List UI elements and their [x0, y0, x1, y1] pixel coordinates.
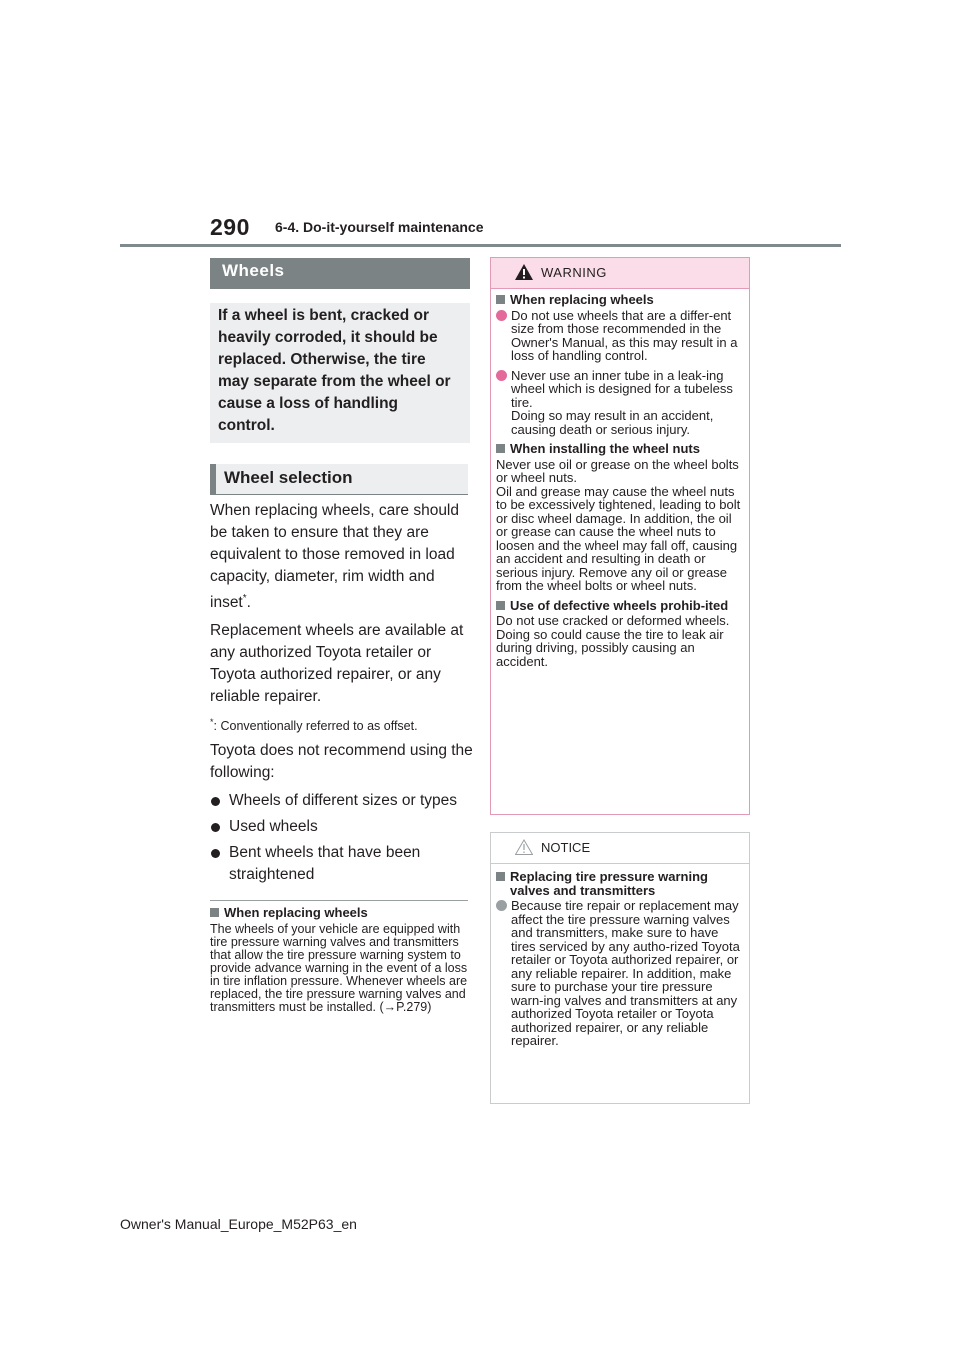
warning-item: Do not use wheels that are a differ-ent size from those recommended in the Owner's Manual, as this may result in a loss of handling control.	[496, 309, 741, 363]
bullet-dot-icon	[211, 797, 220, 806]
bullet-dot-icon	[496, 310, 507, 321]
notice-label: NOTICE	[541, 840, 591, 855]
square-bullet-icon	[496, 872, 505, 881]
wheels-heading-text: Wheels	[222, 261, 285, 280]
list-item: Used wheels	[210, 816, 475, 838]
warning-body	[491, 289, 749, 668]
page-reference-link[interactable]: P.279)	[396, 1000, 432, 1014]
wheel-selection-heading-text: Wheel selection	[224, 468, 353, 487]
bullet-dot-icon	[211, 823, 220, 832]
square-bullet-icon	[210, 908, 219, 917]
paragraph-not-recommended: Toyota does not recommend using the following:	[210, 742, 473, 782]
page-number: 290	[210, 214, 250, 240]
square-bullet-icon	[496, 444, 505, 453]
warning-text: Do not use cracked or deformed wheels. Doing so could cause the tire to leak air during driving, possibly causing an accident.	[496, 613, 730, 669]
paragraph-equivalence: When replacing wheels, care should be taken to ensure that they are equivalent to those removed in load capacity, diameter, rim width and inset*.	[210, 502, 459, 612]
paragraph-availability: Replacement wheels are available at any authorized Toyota retailer or Toyota authorized repairer, or any reliable repairer.	[210, 622, 464, 706]
warning-subheading: When replacing wheels	[496, 293, 741, 307]
section-title: 6-4. Do-it-yourself maintenance	[275, 219, 484, 235]
square-bullet-icon	[496, 601, 505, 610]
notice-item: Because tire repair or replacement may affect the tire pressure warning valves and transmitters, make sure to have tires serviced by any autho-rized Toyota retailer or Toyota authorized repairer, or any reliable repairer. In addition, make sure to purchase your tire pressure warn-ing valves and transmitters at any authorized Toyota retailer or Toyota authorized repairer, or any reliable repairer.	[496, 899, 741, 1048]
list-item: Wheels of different sizes or types	[210, 790, 475, 812]
wheel-selection-heading	[210, 464, 468, 495]
warning-item: Never use an inner tube in a leak-ing wheel which is designed for a tubeless tire. Doing so may result in an accident, causing death or serious injury.	[496, 369, 741, 437]
notice-body	[491, 864, 749, 1048]
note-heading: When replacing wheels	[210, 906, 470, 919]
notice-box	[490, 832, 750, 1104]
bullet-dot-icon	[211, 849, 220, 858]
wheels-heading	[210, 258, 470, 289]
warning-box	[490, 257, 750, 815]
note-divider	[210, 900, 468, 901]
intro-text: If a wheel is bent, cracked or heavily corroded, it should be replaced. Otherwise, the tire may separate from the wheel or cause a loss of handling control.	[218, 307, 451, 434]
square-bullet-icon	[496, 295, 505, 304]
footer-manual-id: Owner's Manual_Europe_M52P63_en	[120, 1216, 357, 1232]
footnote-marker: *	[242, 593, 247, 604]
list-item: Bent wheels that have been straightened	[210, 842, 475, 886]
warning-header	[491, 258, 749, 289]
warning-text: Never use oil or grease on the wheel bolts or wheel nuts. Oil and grease may cause the wheel nuts to be excessively tightened, leading to bolt or disc wheel damage. In addition, the oil or grease can cause the wheel nuts to loosen and the wheel may fall off, causing an accident and resulting in death or serious injury. Remove any oil or grease from the wheel bolts or wheel nuts.	[496, 456, 741, 593]
warning-subheading: Use of defective wheels prohib-ited	[496, 599, 741, 613]
not-recommended-list	[210, 790, 475, 886]
bullet-dot-icon	[496, 900, 507, 911]
replacing-wheels-note	[210, 906, 470, 1014]
wheel-selection-body	[210, 500, 475, 890]
warning-triangle-icon	[515, 264, 533, 280]
warning-label: WARNING	[541, 265, 607, 280]
footnote: *: Conventionally referred to as offset.	[210, 717, 418, 734]
warning-subheading: When installing the wheel nuts	[496, 442, 741, 456]
intro-box	[210, 303, 470, 443]
header-divider	[120, 244, 841, 247]
caution-triangle-icon	[515, 839, 533, 855]
note-text: The wheels of your vehicle are equipped with tire pressure warning valves and transmitters that allow the tire pressure warning system to provide advance warning in the event of a loss in tire inflation pressure. Whenever wheels are replaced, the tire pressure warning valves and transmitters must be installed. (→P.279)	[210, 922, 468, 1014]
notice-subheading: Replacing tire pressure warning valves and transmitters	[496, 870, 741, 897]
bullet-dot-icon	[496, 370, 507, 381]
notice-header	[491, 833, 749, 864]
